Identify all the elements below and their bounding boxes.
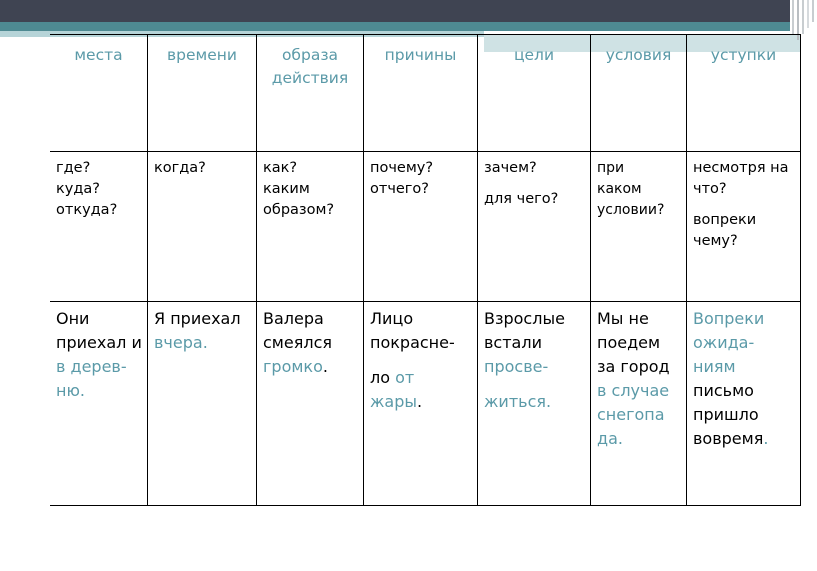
question-cell-purpose — [484, 158, 588, 220]
example-punct: . — [322, 357, 328, 376]
question-line: при — [597, 160, 625, 176]
question-line: образом? — [263, 202, 335, 218]
question-line: отчего? — [370, 181, 429, 197]
example-cell-place — [56, 307, 144, 403]
header-cell-purpose: цели — [513, 46, 555, 64]
example-text: Мы не поедем за город — [597, 309, 670, 376]
table-col-divider — [147, 34, 148, 506]
example-cell-manner — [263, 307, 355, 379]
question-cell-place — [56, 158, 144, 221]
table-col-divider — [363, 34, 364, 506]
example-cell-time — [154, 307, 250, 355]
question-line: откуда? — [56, 202, 118, 218]
table-col-divider — [590, 34, 591, 506]
example-highlight: вчера. — [154, 333, 208, 352]
question-line: куда? — [56, 181, 100, 197]
table-col-divider — [256, 34, 257, 506]
table-row-divider — [50, 151, 801, 152]
example-cell-purpose — [484, 307, 588, 425]
header-cell-place: места — [74, 46, 123, 64]
question-line: почему? — [370, 160, 434, 176]
question-cell-condition — [597, 158, 685, 221]
slide-edge-line — [792, 0, 794, 34]
question-line: когда? — [154, 160, 206, 176]
table-row-divider — [50, 301, 801, 302]
slide-accent-bar — [0, 22, 790, 31]
example-highlight: от жары — [370, 368, 418, 411]
example-highlight: житься. — [484, 392, 552, 411]
example-highlight: в случае снегопа да. — [597, 381, 670, 448]
example-text: Взрослые встали — [484, 309, 565, 352]
example-cell-concession — [693, 307, 793, 451]
question-line: вопреки чему? — [693, 212, 757, 249]
slide-edge-line — [802, 0, 804, 34]
question-line: каком — [597, 181, 642, 197]
question-line: где? — [56, 160, 91, 176]
header-cell-manner: образа действия — [271, 46, 349, 87]
example-text: Я приехал — [154, 309, 241, 328]
question-line: каким — [263, 181, 310, 197]
example-highlight: в дерев-ню. — [56, 357, 127, 400]
example-punct: . — [417, 392, 423, 411]
question-cell-reason — [370, 158, 475, 200]
question-cell-time — [154, 158, 254, 179]
slide-edge-line — [812, 0, 814, 22]
example-highlight: громко — [263, 357, 323, 376]
example-text: Валера смеялся — [263, 309, 332, 352]
adverbial-clauses-table — [50, 34, 801, 506]
example-punct: . — [763, 429, 769, 448]
slide-top-bar — [0, 0, 790, 22]
table-col-divider — [686, 34, 687, 506]
header-cell-time: времени — [167, 46, 237, 64]
question-line: условии? — [597, 202, 665, 218]
question-cell-manner — [263, 158, 361, 221]
question-line: несмотря на что? — [693, 160, 789, 197]
question-line: для чего? — [484, 191, 559, 207]
slide-edge-line — [807, 0, 809, 28]
example-highlight: просве- — [484, 357, 549, 376]
header-cell-reason: причины — [384, 46, 457, 64]
example-cell-reason — [370, 307, 470, 425]
table-col-divider — [477, 34, 478, 506]
table-border-top — [50, 34, 801, 35]
question-cell-concession — [693, 158, 793, 262]
question-line: зачем? — [484, 160, 537, 176]
example-text: Они приехал и — [56, 309, 142, 352]
question-line: как? — [263, 160, 298, 176]
header-cell-condition: условия — [605, 46, 672, 64]
header-cell-concession: уступки — [710, 46, 777, 64]
example-highlight: Вопреки ожида-ниям — [693, 309, 765, 376]
example-text: ло — [370, 368, 396, 387]
example-text: письмо пришло вовремя — [693, 381, 764, 448]
table-border-bottom — [50, 505, 801, 506]
example-cell-condition — [597, 307, 683, 451]
table-border-right — [800, 34, 801, 506]
example-text: Лицо покрасне- — [370, 309, 455, 352]
